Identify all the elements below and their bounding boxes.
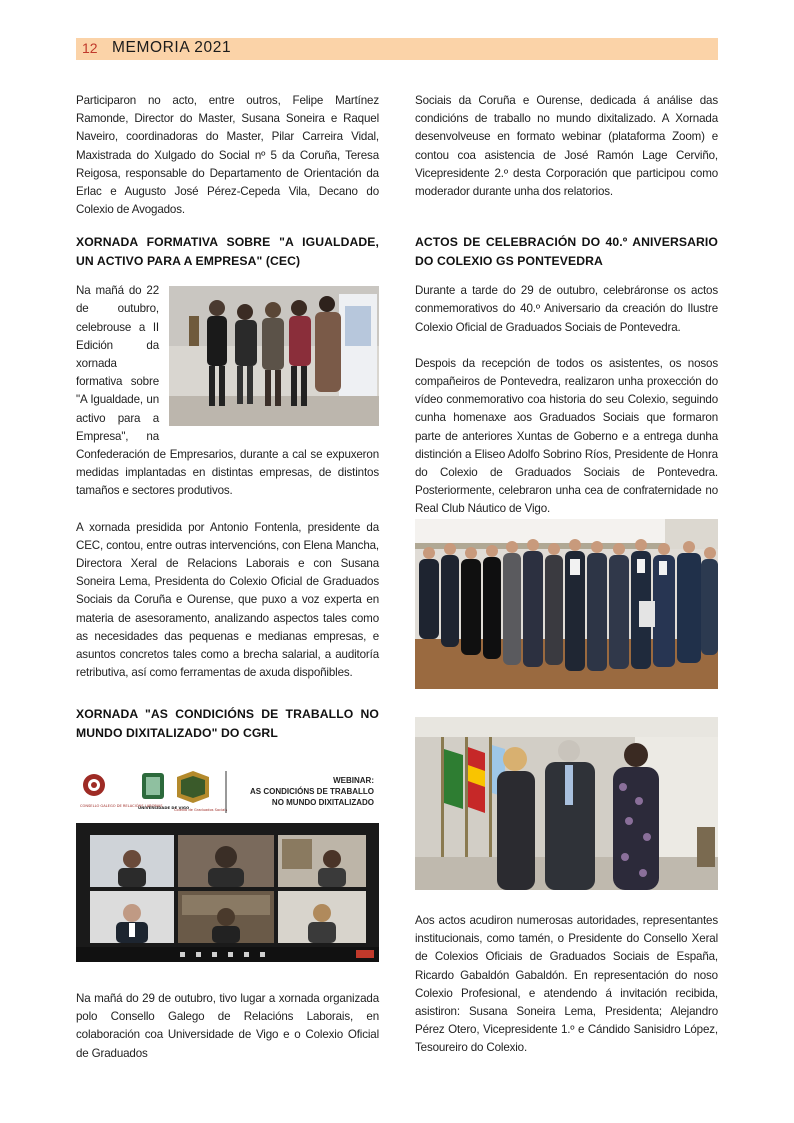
logo-colexio xyxy=(177,771,209,803)
webinar-label-2: AS CONDICIÓNS DE TRABALLO xyxy=(250,787,374,796)
webinar-label-1: WEBINAR: xyxy=(333,776,374,785)
igualdade-paragraph-2: A xornada presidida por Antonio Fontenla, presidente da CEC, contou, entre outras intervencións, con Elena Mancha, Directora Xeral de Relacions Laborais e con Susana Soneira Lema, Presidenta do Colexio Oficial de Graduados Sociais da Coruña e Ourense, que puxo a voz experta en materia de asesoramento, analizando aspectos tales como as necesidades das pequenas e medianas empresas, e asuntos concretos tales como a brecha salarial, a auditoría retributiva, así como ferramentas de axuda dispoñibles. xyxy=(76,520,379,680)
logo-colexio-text: Colexio de Graduados Sociais xyxy=(174,808,228,812)
right-column xyxy=(415,92,718,201)
left-column xyxy=(76,92,379,219)
section-pontevedra xyxy=(415,233,718,519)
page-title: MEMORIA 2021 xyxy=(112,39,232,56)
zoom-tile-4 xyxy=(90,891,174,943)
photo-webinar-screenshot xyxy=(76,767,379,962)
page-header xyxy=(76,38,718,60)
zoom-tile-3 xyxy=(278,835,366,887)
photo-pontevedra-trio xyxy=(415,717,718,890)
pontevedra-paragraph-2: Despois da recepción de todos os asistentes, os nosos compañeiros de Pontevedra, realizaron unha proxección do vídeo conmemorativo coa historia do seu Colexio, seguindo cunha homenaxe aos Graduados Sociais que formaron parte de anteriores Xuntas de Goberno e a entrega dunha distinción a Eliseo Adolfo Sobrino Ríos, Presidente de Honra do Colexio de Graduados Sociais de Pontevedra. Posteriormente, celebraron unha cea de confraternidade no Real Club Náutico de Vigo. xyxy=(415,356,718,516)
section-heading-pontevedra: ACTOS DE CELEBRACIÓN DO 40.º ANIVERSARIO DO COLEXIO GS PONTEVEDRA xyxy=(415,235,718,268)
pontevedra-final xyxy=(415,912,718,1058)
webinar-label-3: NO MUNDO DIXITALIZADO xyxy=(271,798,374,807)
intro-paragraph: Participaron no acto, entre outros, Felipe Martínez Ramonde, Director do Master, Susana Soneira e Raquel Naveiro, coordinadoras do Master, Pilar Carreira Vidal, Maxistrada do Xulgado do Social nº 5 da Coruña, Teresa Reigosa, responsable do Departamento de Orientación da Erlac e Augusto José Pérez-Cepeda Vila, Decano do Colexio de Avogados. xyxy=(76,94,379,217)
people xyxy=(497,740,659,890)
logo-uvigo xyxy=(142,773,164,799)
page-number: 12 xyxy=(82,40,98,56)
zoom-tile-1 xyxy=(90,835,174,887)
zoom-tile-6 xyxy=(278,891,366,943)
photo-igualdade-group xyxy=(169,286,379,426)
section-igualdade xyxy=(76,233,379,682)
pontevedra-paragraph-3: Aos actos acudiron numerosas autoridades, representantes institucionais, como tamén, o Presidente do Consello Xeral de Colexios Oficiais de Graduados Sociais de España, Ricardo Gabaldón Gabaldón. En representación do noso Colexio Profesional, e atendendo á invitación recibida, asistiron: Susana Soneira Lema, Presidenta; Alejandro Pérez Otero, Vicepresidente 1.º e Cándido Sanisidro López, Tesoureiro do Colexio. xyxy=(415,914,718,1055)
zoom-tile-5 xyxy=(178,891,274,943)
logo-uvigo-text: UNIVERSIDADE DE VIGO xyxy=(138,805,190,810)
logo-cgrl-text: CONSELLO GALEGO DE RELACIÓNS LABORAIS xyxy=(80,804,163,808)
cgrl-paragraph-1: Na mañá do 29 de outubro, tivo lugar a xornada organizada polo Consello Galego de Relacións Laborais, en colaboración coa Universidade de Vigo e o Colexio Oficial de Graduados xyxy=(76,992,379,1060)
photo-pontevedra-group xyxy=(415,519,718,689)
zoom-tile-2 xyxy=(178,835,274,887)
logo-cgrl xyxy=(83,774,105,796)
section-heading-cgrl: XORNADA "AS CONDICIÓNS DE TRABALLO NO MUNDO DIXITALIZADO" DO CGRL xyxy=(76,707,379,740)
pontevedra-paragraph-1: Durante a tarde do 29 de outubro, celebráronse os actos conmemorativos do 40.º Aniversario da creación do Ilustre Colexio Oficial de Graduados Sociais de Pontevedra. xyxy=(415,284,718,334)
igualdade-paragraph-1: Na mañá do 22 de outubro, celebrouse a II Edición da xornada formativa sobre "A Igualdade, un activo para a Empresa", na Confederación de Empresarios, durante a cal se expuxeron medidas implantadas en distintas empresas, de distintos tamaños e sectores produtivos. xyxy=(76,284,379,498)
section-heading-igualdade: XORNADA FORMATIVA SOBRE "A IGUALDADE, UN ACTIVO PARA A EMPRESA" (CEC) xyxy=(76,235,379,268)
section-cgrl xyxy=(76,705,379,742)
cgrl-paragraph-continued: Sociais da Coruña e Ourense, dedicada á análise das condicións de traballo no mundo dixitalizado. A Xornada desenvolveuse en formato webinar (plataforma Zoom) e contou coa asistencia de José Ramón Lage Cerviño, Vicepresidente 2.º desta Corporación que participou como moderador durante unha dos relatorios. xyxy=(415,94,718,199)
cgrl-body xyxy=(76,990,379,1063)
